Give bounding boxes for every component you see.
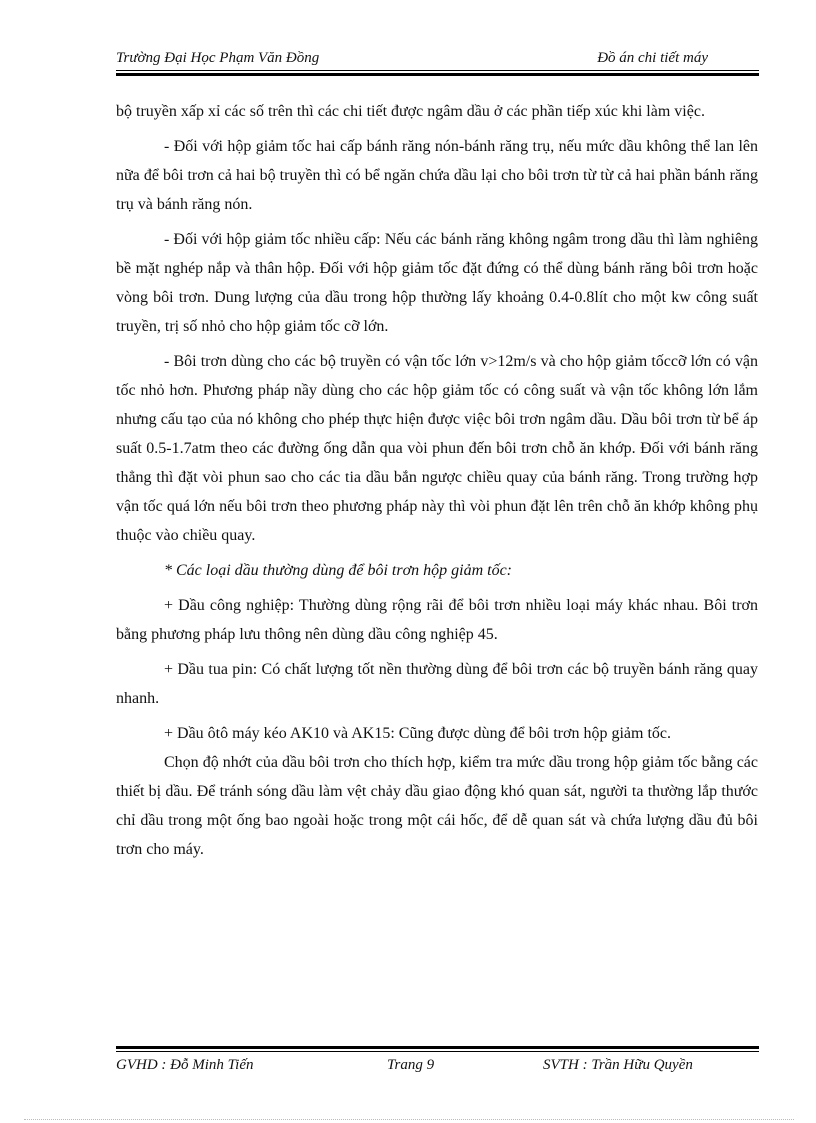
section-heading-oil-types: * Các loại dầu thường dùng để bôi trơn hộp giảm tốc: — [164, 562, 513, 579]
paragraph-turbine-oil: + Dầu tua pin: Có chất lượng tốt nền thường dùng để bôi trơn các bộ truyền bánh răng quay nhanh. — [116, 661, 758, 707]
paragraph-1: bộ truyền xấp xỉ các số trên thì các chi tiết được ngâm dầu ở các phần tiếp xúc khi làm việc. — [116, 103, 705, 120]
paragraph-3: - Đối với hộp giảm tốc nhiều cấp: Nếu các bánh răng không ngâm trong dầu thì làm nghiêng bề mặt nghép nắp và thân hộp. Đối với hộp giảm tốc đặt đứng có thể dùng bánh răng bôi trơn hoặc vòng bôi trơn. Dung lượng của dầu trong hộp thường lấy khoảng 0.4-0.8lít cho một kw công suất truyền, trị số nhỏ cho hộp giảm tốc cỡ lớn. — [116, 231, 758, 335]
page-body — [116, 97, 758, 870]
footer-page-number: Trang 9 — [387, 1057, 435, 1073]
paragraph-viscosity: Chọn độ nhớt của dầu bôi trơn cho thích hợp, kiểm tra mức dầu trong hộp giảm tốc bằng các thiết bị dầu. Để tránh sóng dầu làm vệt chảy dầu giao động khó quan sát, người ta thường lắp thước chỉ dầu trong một ống bao ngoài hoặc trong một cái hốc, để dễ quan sát và chứa lượng dầu đủ bôi trơn cho máy. — [116, 754, 758, 858]
page-footer — [116, 1057, 758, 1077]
paragraph-4: - Bôi trơn dùng cho các bộ truyền có vận tốc lớn v>12m/s và cho hộp giảm tốccỡ lớn có vận tốc nhỏ hơn. Phương pháp nầy dùng cho các hộp giảm tốc có công suất và vận tốc không lớn lắm nhưng cấu tạo của nó không cho phép thực hiện được việc bôi trơn ngâm dầu. Dầu bôi trơn từ bể áp suất 0.5-1.7atm theo các đường ống dẫn qua vòi phun đến bôi trơn chỗ ăn khớp. Đối với bánh răng thẳng thì đặt vòi phun sao cho các tia dầu bắn ngược chiều quay của bánh răng. Trong trường hợp vận tốc quá lớn nếu bôi trơn theo phương pháp này thì vòi phun đặt lên trên chỗ ăn khớp không phụ thuộc vào chiều quay. — [116, 353, 758, 544]
page-header — [116, 50, 758, 70]
footer-rule-thick — [116, 1046, 759, 1049]
footer-supervisor: GVHD : Đỗ Minh Tiến — [116, 1057, 254, 1073]
paragraph-2: - Đối với hộp giảm tốc hai cấp bánh răng nón-bánh răng trụ, nếu mức dầu không thể lan lên nữa để bôi trơn cả hai bộ truyền thì có bể ngăn chứa dầu lại cho bôi trơn từ từ cả hai phần bánh răng trụ và bánh răng nón. — [116, 138, 758, 213]
header-rule-thin — [116, 70, 759, 71]
page-bottom-edge — [24, 1119, 794, 1120]
footer-student: SVTH : Trần Hữu Quyền — [543, 1057, 693, 1073]
paragraph-industrial-oil: + Dầu công nghiệp: Thường dùng rộng rãi để bôi trơn nhiều loại máy khác nhau. Bôi trơn bằng phương pháp lưu thông nên dùng dầu công nghiệp 45. — [116, 597, 758, 643]
header-school-name: Trường Đại Học Phạm Văn Đồng — [116, 50, 320, 66]
header-rule-thick — [116, 73, 759, 76]
footer-rule-thin — [116, 1051, 759, 1052]
paragraph-auto-oil: + Dầu ôtô máy kéo AK10 và AK15: Cũng được dùng để bôi trơn hộp giảm tốc. — [164, 725, 671, 742]
header-document-title: Đồ án chi tiết máy — [597, 50, 708, 66]
